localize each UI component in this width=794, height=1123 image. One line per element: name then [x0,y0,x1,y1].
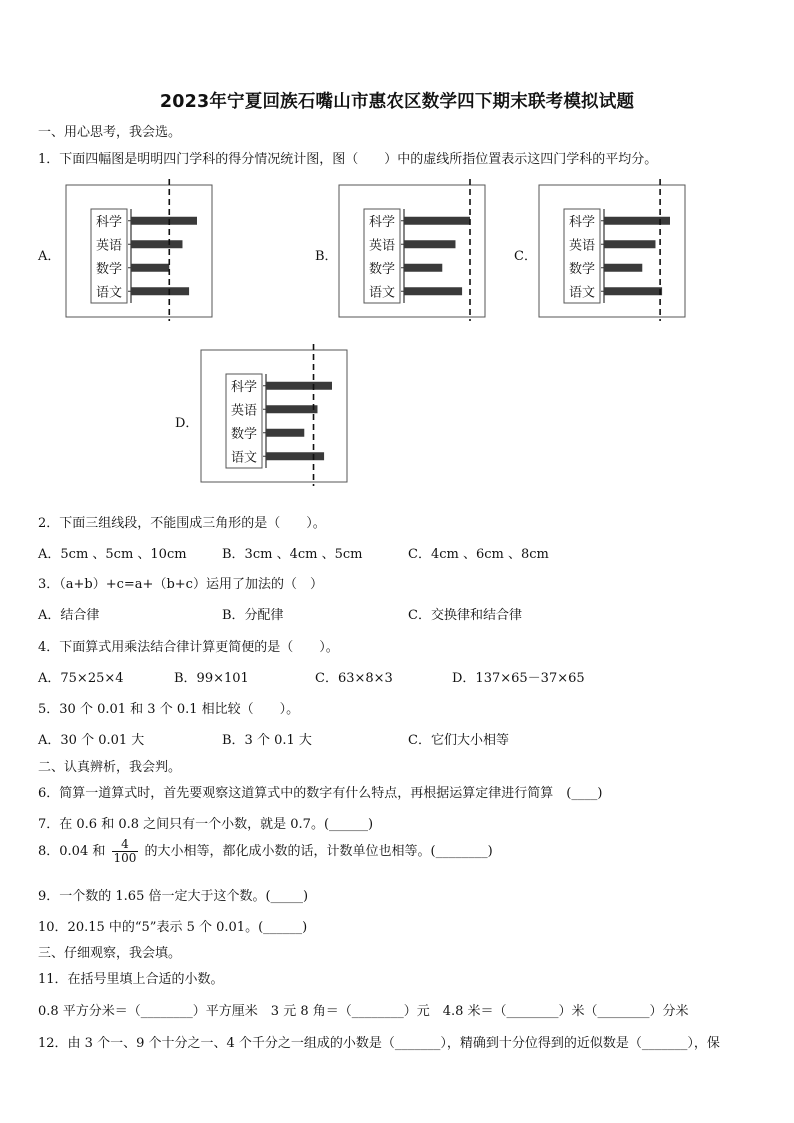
q2-option-a: A．5cm 、5cm 、10cm [38,547,187,562]
q8-text-before: 8．0.04 和 [38,844,106,859]
category-label: 英语 [95,238,123,254]
question-11: 11．在括号里填上合适的小数。 [38,972,224,987]
chart-label-c: C． [514,249,537,264]
question-1: 1．下面四幅图是明明四门学科的得分情况统计图，图（ ）中的虚线所指位置表示这四门学科的平均分。 [38,152,658,167]
question-6: 6．简算一道算式时，首先要观察这道算式中的数字有什么特点，再根据运算定律进行简算 (____) [38,786,603,801]
category-label: 科学 [95,214,123,230]
category-label: 科学 [368,214,396,230]
q5-option-b: B．3 个 0.1 大 [222,733,312,748]
chart-label-a: A． [38,249,61,264]
question-5: 5．30 个 0.01 和 3 个 0.1 相比较（ ）。 [38,702,300,717]
question-4: 4．下面算式用乘法结合律计算更简便的是（ ）。 [38,640,339,655]
category-label: 数学 [568,261,596,277]
category-label: 英语 [230,403,258,419]
bar-chart-a [65,179,215,321]
question-9: 9．一个数的 1.65 倍一定大于这个数。(_____) [38,889,309,904]
q3-option-a: A．结合律 [38,608,100,623]
q4-option-a: A．75×25×4 [38,671,124,686]
q5-option-a: A．30 个 0.01 大 [38,733,145,748]
section-heading-1: 一、用心思考，我会选。 [38,125,182,140]
bar [131,287,189,295]
q3-option-b: B．分配律 [222,608,284,623]
page-title: 2023年宁夏回族石嘴山市惠农区数学四下期末联考模拟试题 [159,92,635,112]
category-label: 语文 [95,285,123,301]
q4-option-c: C．63×8×3 [315,671,393,686]
bar [404,287,462,295]
bar [266,382,332,390]
q4-option-b: B．99×101 [174,671,249,686]
category-label: 数学 [368,261,396,277]
bar [404,217,470,225]
q2-option-b: B．3cm 、4cm 、5cm [222,547,363,562]
category-label: 数学 [230,426,258,442]
bar [131,217,197,225]
chart-frame [339,185,485,317]
bar [604,287,662,295]
q2-option-c: C．4cm 、6cm 、8cm [408,547,549,562]
question-12: 12．由 3 个一、9 个十分之一、4 个千分之一组成的小数是（_______），精确到十分位得到的近似数是（_______），保 [38,1036,720,1051]
chart-frame [201,350,347,482]
chart-label-d: D． [175,416,199,431]
q3-option-c: C．交换律和结合律 [408,608,522,623]
fraction-denominator: 100 [113,851,137,865]
category-label: 科学 [230,379,258,395]
chart-label-b: B． [315,249,338,264]
bar-chart-b [338,179,488,321]
bar-chart-c [538,179,688,321]
fraction-4-100 [112,838,139,865]
bar [604,240,655,248]
bar [404,240,455,248]
section-heading-3: 三、仔细观察，我会填。 [38,946,182,961]
bar [131,240,182,248]
q5-option-c: C．它们大小相等 [408,733,509,748]
bar [131,264,169,272]
category-label: 语文 [230,450,258,466]
category-label: 英语 [568,238,596,254]
category-label: 语文 [368,285,396,301]
fraction-numerator: 4 [112,838,139,852]
category-label: 科学 [568,214,596,230]
category-label: 数学 [95,261,123,277]
bar [404,264,442,272]
section-heading-2: 二、认真辨析，我会判。 [38,760,182,775]
category-label: 英语 [368,238,396,254]
question-7: 7．在 0.6 和 0.8 之间只有一个小数，就是 0.7。(______) [38,817,374,832]
question-8 [38,838,493,865]
question-11-blanks: 0.8 平方分米＝（________）平方厘米 3 元 8 角＝（________）元 4.8 米＝（________）米（________）分米 [38,1004,689,1019]
chart-frame [66,185,212,317]
bar-chart-d [200,344,350,486]
question-2: 2．下面三组线段，不能围成三角形的是（ ）。 [38,516,326,531]
bar [604,264,642,272]
bar [266,405,317,413]
chart-frame [539,185,685,317]
q8-text-after: 的大小相等，都化成小数的话，计数单位也相等。(________) [144,844,493,859]
q4-option-d: D．137×65－37×65 [452,671,585,686]
question-3: 3．（a+b）+c=a+（b+c）运用了加法的（ ） [38,577,323,592]
category-label: 语文 [568,285,596,301]
bar [266,452,324,460]
question-10: 10．20.15 中的“5”表示 5 个 0.01。(______) [38,920,308,935]
bar [266,429,304,437]
